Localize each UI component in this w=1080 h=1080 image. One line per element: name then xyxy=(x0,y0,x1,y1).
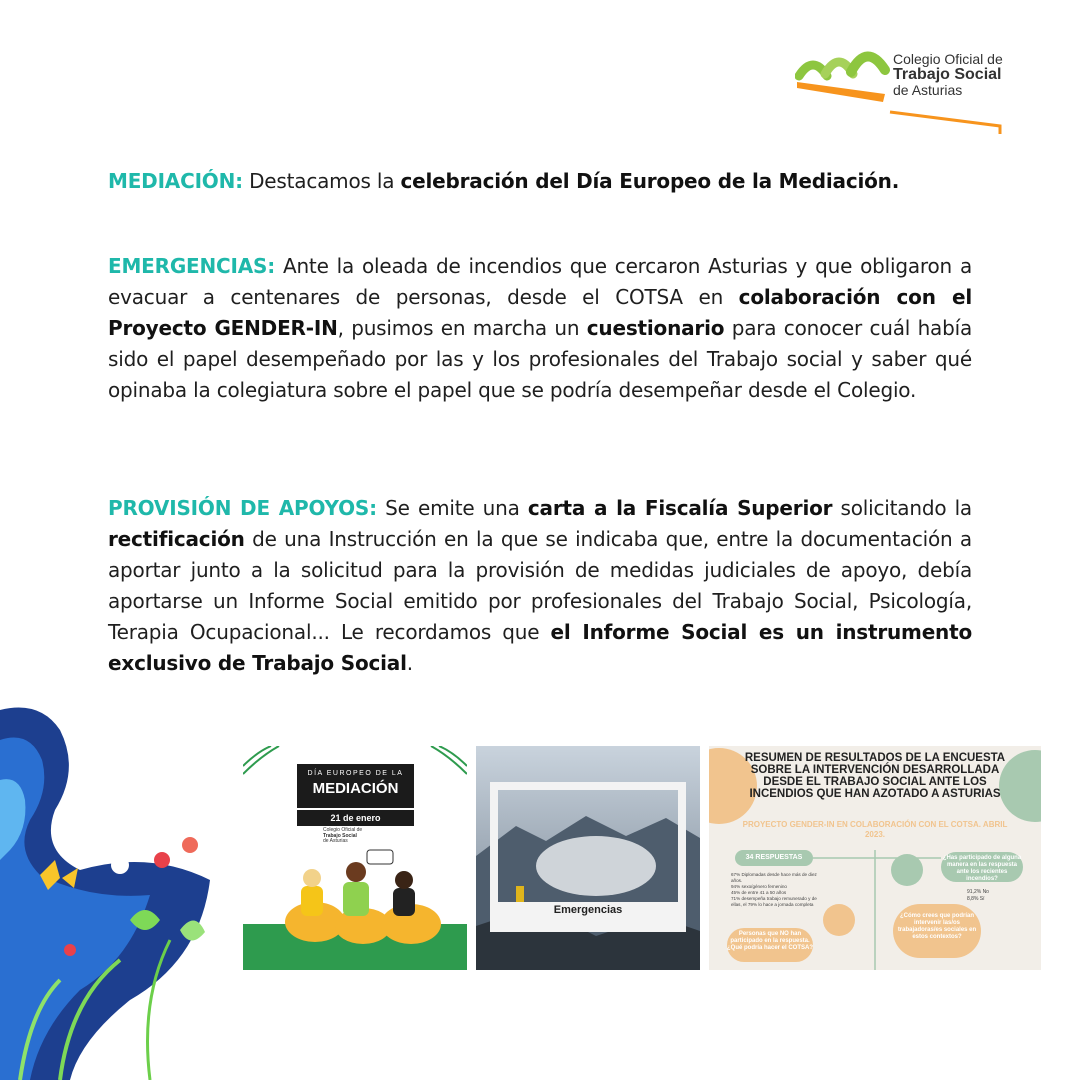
resumen-result-si: 8,8% Sí xyxy=(967,896,985,902)
section-mediacion xyxy=(108,166,972,197)
mediacion-title: MEDIACIÓN xyxy=(312,780,399,797)
mediacion-logo-line-2: Trabajo Social xyxy=(323,832,357,839)
thumbnail-mediacion[interactable] xyxy=(243,746,467,970)
section-provision xyxy=(108,493,972,679)
logo-text xyxy=(893,52,1003,98)
mediacion-top-text: DÍA EUROPEO DE LA xyxy=(307,770,404,777)
mediacion-logo-line-3: de Asturias xyxy=(323,838,348,844)
resumen-question-1: ¿Has participado de alguna manera en las respuesta ante los recientes incendios? xyxy=(941,852,1023,882)
resumen-title: RESUMEN DE RESULTADOS DE LA ENCUESTA SOBRE LA INTERVENCIÓN DESARROLLADA DESDE EL TRABAJO SOCIAL ANTE LOS INCENDIOS QUE HAN AZOTADO A ASTURIAS xyxy=(744,752,1006,800)
section-bold-text: rectificación xyxy=(108,527,245,551)
section-text: solicitando la xyxy=(832,496,972,520)
resumen-subtitle: PROYECTO GENDER-IN EN COLABORACIÓN CON EL COTSA. ABRIL 2023. xyxy=(742,820,1008,839)
section-text: Destacamos la xyxy=(242,169,401,193)
logo-line-2: Trabajo Social xyxy=(893,65,1002,83)
section-emergencias xyxy=(108,251,972,406)
resumen-fact: 71% desempeña trabajo remunerado y de ellas, el 79% lo hace a jornada completa xyxy=(731,896,817,907)
mediacion-logo xyxy=(323,828,362,845)
resumen-result-no: 91,2% No xyxy=(967,889,989,895)
section-bold-text: cuestionario xyxy=(586,316,725,340)
section-heading: PROVISIÓN DE APOYOS: xyxy=(108,496,377,520)
resumen-fact: 45% de entre 41 a 50 años xyxy=(731,890,787,895)
logo-line-1: Colegio Oficial de xyxy=(893,51,1003,67)
section-heading: EMERGENCIAS: xyxy=(108,254,276,278)
section-bold-text: colaboración con el Proyecto GENDER-IN xyxy=(108,285,972,340)
logo-line-3: de Asturias xyxy=(893,82,963,99)
section-text: , pusimos en marcha un xyxy=(337,316,587,340)
resumen-facts xyxy=(731,872,823,908)
section-bold-text: carta a la Fiscalía Superior xyxy=(527,496,833,520)
resumen-fact: 94% sexo/género femenino xyxy=(731,884,787,889)
thumbnail-resumen-resultados[interactable] xyxy=(709,746,1041,970)
resumen-responses-badge: 34 RESPUESTAS xyxy=(735,850,813,866)
section-text: para conocer cuál había sido el papel desempeñado por las y los profesionales del Trabajo social y saber qué opinaba la colegiatura sobre el papel que se podría desempeñar desde el Colegio. xyxy=(108,316,973,402)
resumen-results xyxy=(967,889,989,903)
mediacion-logo-line-1: Colegio Oficial de xyxy=(323,827,363,833)
emergencias-label: Emergencias xyxy=(553,904,623,916)
section-text: de una Instrucción en la que se indicaba que, entre la documentación a aportar junto a la solicitud para la provisión de medidas judiciales de apoyo, debía aportarse un Informe Social emitido por profesionales del Trabajo Social, Psicología, Terapia Ocupacional... Le recordamos que xyxy=(108,527,972,644)
section-text: Se emite una xyxy=(376,496,528,520)
decorative-silhouette-illustration xyxy=(0,700,240,1080)
section-bold-text: celebración del Día Europeo de la Mediación. xyxy=(400,169,900,193)
resumen-question-2: ¿Cómo crees que podrían intervenir las/os trabajadoras/es sociales en estos contextos? xyxy=(893,904,981,958)
mediacion-date: 21 de enero xyxy=(297,808,414,826)
section-heading: MEDIACIÓN: xyxy=(108,169,243,193)
thumbnail-emergencias[interactable] xyxy=(476,746,700,970)
resumen-question-3: Personas que NO han participado en la respuesta. ¿Qué podría hacer el COTSA? xyxy=(727,928,813,962)
section-text: Ante la oleada de incendios que cercaron Asturias y que obligaron a evacuar a centenares de personas, desde el COTSA en xyxy=(108,254,972,309)
section-bold-text: el Informe Social es un instrumento exclusivo de Trabajo Social xyxy=(108,620,972,675)
section-text: . xyxy=(406,651,413,675)
resumen-fact: 67% Diplomadas desde hace más de diez años. xyxy=(731,872,817,883)
